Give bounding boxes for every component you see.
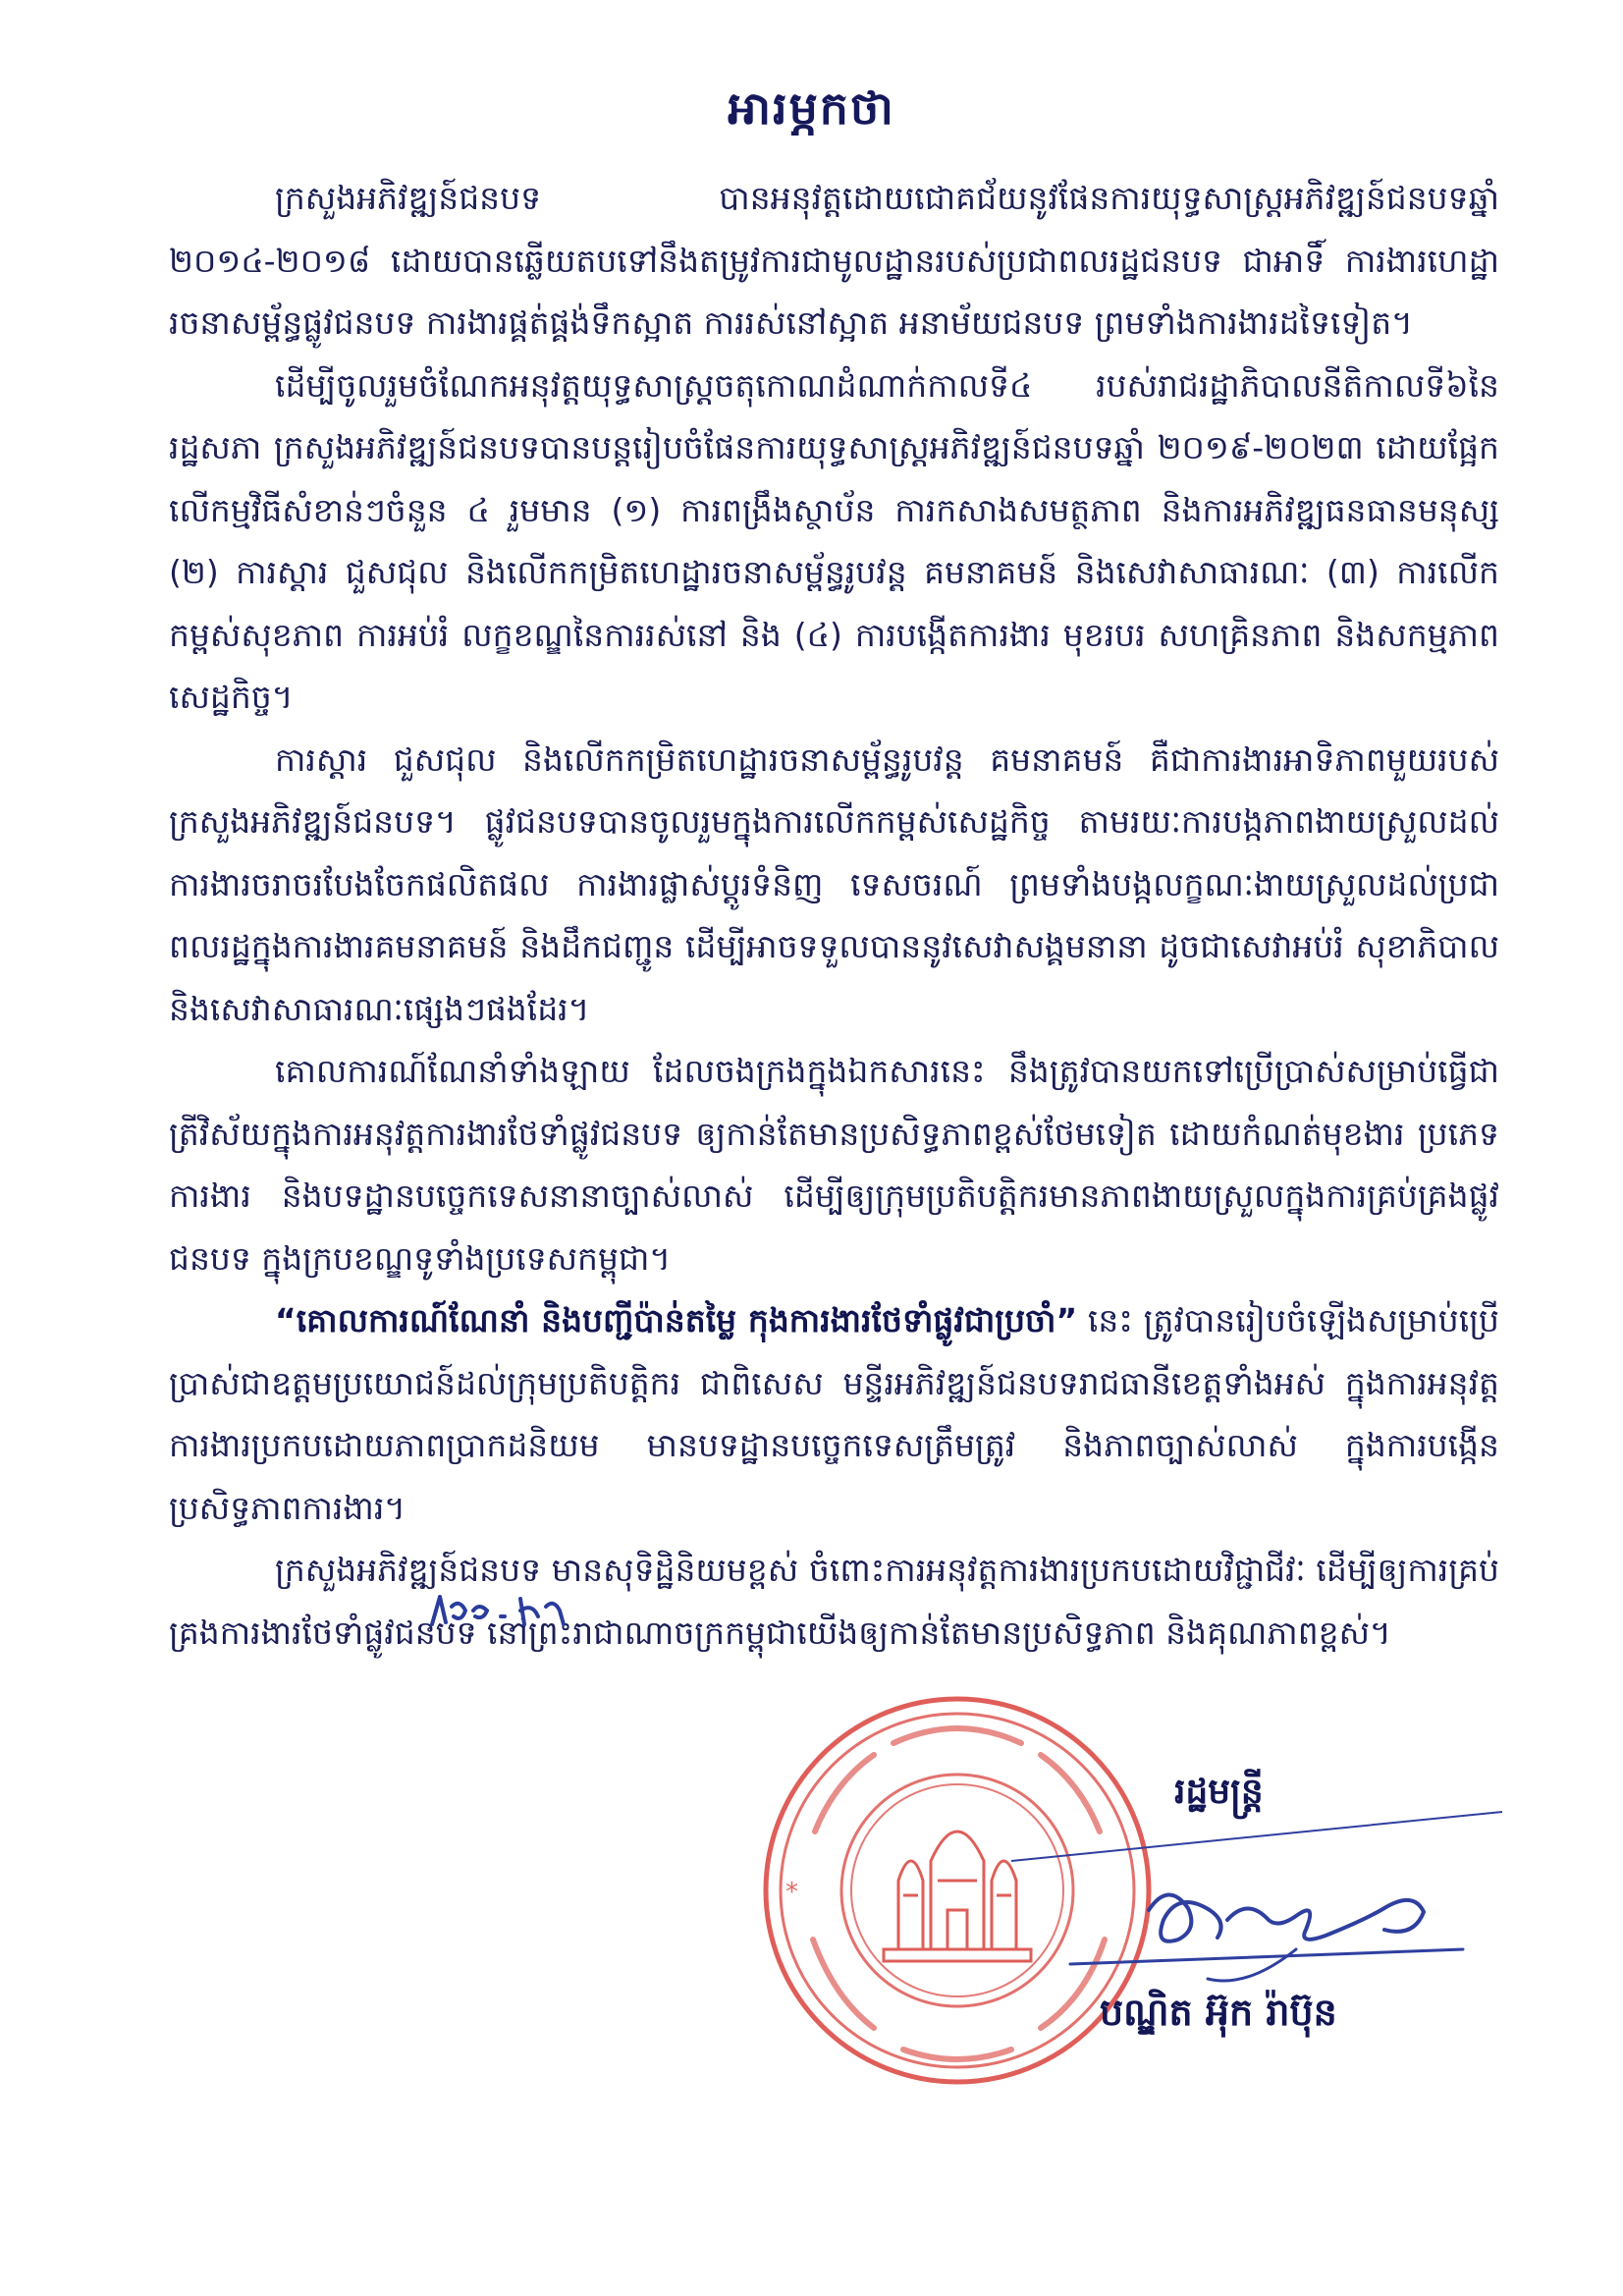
- paragraph-6: [169, 1539, 1499, 1664]
- paragraph-4: [169, 1040, 1499, 1289]
- page-title: អារម្ភកថា: [728, 82, 895, 135]
- signature-block: [756, 1684, 1542, 2097]
- paragraph-2: [169, 355, 1499, 729]
- paragraph-6-text: ក្រសួងអភិវឌ្ឍន៍ជនបទ មានសុទិដ្ឋិនិយមខ្ពស់ ចំពោះការអនុវត្តការងារប្រកបដោយវិជ្ជាជីវៈ ដើម្បីឲ្យការគ្រប់គ្រងការងារថែទាំផ្លូវជនបទ នៅព្រះរាជាណាចក្រកម្ពុជាយើងឲ្យកាន់តែមានប្រសិទ្ធភាព និងគុណភាពខ្ពស់។: [169, 1551, 1499, 1652]
- handwritten-date-icon: [422, 1577, 619, 1646]
- paragraph-5: [169, 1289, 1499, 1539]
- handwritten-signature-icon: [952, 1792, 1542, 1998]
- paragraph-1-text: ក្រសួងអភិវឌ្ឍន៍ជនបទ បានអនុវត្តដោយជោគជ័យនូវផែនការយុទ្ធសាស្ត្រអភិវឌ្ឍន៍ជនបទឆ្នាំ ២០១៤-២០១៨ ដោយបានឆ្លើយតបទៅនឹងតម្រូវការជាមូលដ្ឋានរបស់ប្រជាពលរដ្ឋជនបទ ជាអាទិ៍ ការងារហេដ្ឋារចនាសម្ព័ន្ធផ្លូវជនបទ ការងារផ្គត់ផ្គង់ទឹកស្អាត ការរស់នៅស្អាត អនាម័យជនបទ ព្រមទាំងការងារដទៃទៀត។: [169, 179, 1499, 342]
- paragraph-1: [169, 167, 1499, 355]
- signer-name: បណ្ឌិត អ៊ុក រ៉ាប៊ុន: [1100, 1991, 1337, 2034]
- svg-text:*: *: [785, 1878, 798, 1907]
- paragraph-5-text: នេះ ត្រូវបានរៀបចំឡើងសម្រាប់ប្រើប្រាស់ជាឧត្តមប្រយោជន៍ដល់ក្រុមប្រតិបត្តិករ ជាពិសេស មន្ទីរអភិវឌ្ឍន៍ជនបទរាជធានីខេត្តទាំងអស់ ក្នុងការអនុវត្តការងារប្រកបដោយភាពប្រាកដនិយម មានបទដ្ឋានបច្ចេកទេសត្រឹមត្រូវ និងភាពច្បាស់លាស់ ក្នុងការបង្កើនប្រសិទ្ធភាពការងារ។: [169, 1301, 1500, 1527]
- paragraph-3: [169, 729, 1499, 1041]
- signer-position: រដ្ឋមន្ត្រី: [1174, 1772, 1264, 1812]
- document-body: [169, 167, 1499, 1664]
- paragraph-3-text: ការស្ដារ ជួសជុល និងលើកកម្រិតហេដ្ឋារចនាសម្ព័ន្ធរូបវន្ត គមនាគមន៍ គឺជាការងារអាទិភាពមួយរបស់ក្រសួងអភិវឌ្ឍន៍ជនបទ។ ផ្លូវជនបទបានចូលរួមក្នុងការលើកកម្ពស់សេដ្ឋកិច្ច តាមរយៈការបង្កភាពងាយស្រួលដល់ការងារចរាចរបែងចែកផលិតផល ការងារផ្លាស់ប្តូរទំនិញ ទេសចរណ៍ ព្រមទាំងបង្កលក្ខណៈងាយស្រួលដល់ប្រជាពលរដ្ឋក្នុងការងារគមនាគមន៍ និងដឹកជញ្ជូន ដើម្បីអាចទទួលបាននូវសេវាសង្គមនានា ដូចជាសេវាអប់រំ សុខាភិបាល និងសេវាសាធារណៈផ្សេងៗផងដែរ។: [169, 739, 1499, 1028]
- guideline-title-quote: “គោលការណ៍ណែនាំ និងបញ្ជីប៉ាន់តម្លៃ កុងការងារថែទាំផ្លូវជាប្រចាំ”: [275, 1301, 1078, 1339]
- paragraph-2-text: ដើម្បីចូលរួមចំណែកអនុវត្តយុទ្ធសាស្ត្រចតុកោណដំណាក់កាលទី៤ របស់រាជរដ្ឋាភិបាលនីតិកាលទី៦នៃ រដ្ឋសភា ក្រសួងអភិវឌ្ឍន៍ជនបទបានបន្តរៀបចំផែនការយុទ្ធសាស្ត្រអភិវឌ្ឍន៍ជនបទឆ្នាំ ២០១៩-២០២៣ ដោយផ្អែកលើកម្មវិធីសំខាន់ៗចំនួន ៤ រួមមាន (១) ការពង្រឹងស្ថាប័ន ការកសាងសមត្ថភាព និងការអភិវឌ្ឍធនធានមនុស្ស (២) ការស្ដារ ជួសជុល និងលើកកម្រិតហេដ្ឋារចនាសម្ព័ន្ធរូបវន្ត គមនាគមន៍ និងសេវាសាធារណៈ (៣) ការលើកកម្ពស់សុខភាព ការអប់រំ លក្ខខណ្ឌនៃការរស់នៅ និង (៤) ការបង្កើតការងារ មុខរបរ សហគ្រិនភាព និងសកម្មភាពសេដ្ឋកិច្ច។: [169, 365, 1499, 716]
- paragraph-4-text: គោលការណ៍ណែនាំទាំងឡាយ ដែលចងក្រងក្នុងឯកសារនេះ នឹងត្រូវបានយកទៅប្រើប្រាស់សម្រាប់ធ្វើជាត្រីវិស័យក្នុងការអនុវត្តការងារថែទាំផ្លូវជនបទ ឲ្យកាន់តែមានប្រសិទ្ធភាពខ្ពស់ថែមទៀត ដោយកំណត់មុខងារ ប្រភេទការងារ និងបទដ្ឋានបច្ចេកទេសនានាច្បាស់លាស់ ដើម្បីឲ្យក្រុមប្រតិបត្តិករមានភាពងាយស្រួលក្នុងការគ្រប់គ្រងផ្លូវជនបទ ក្នុងក្របខណ្ឌទូទាំងប្រទេសកម្ពុជា។: [169, 1052, 1499, 1278]
